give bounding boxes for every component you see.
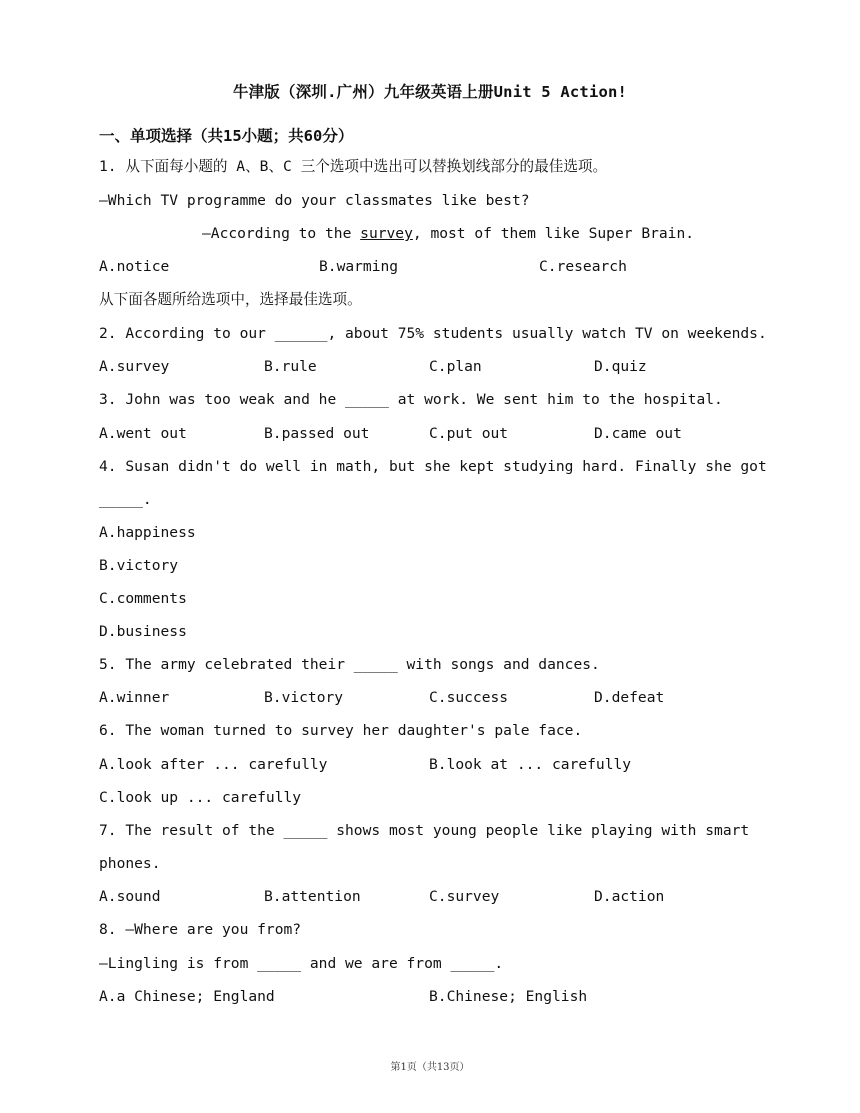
page-footer: 第1页（共13页） (390, 1062, 470, 1073)
q2-option-b: B.rule (264, 358, 317, 375)
q3-option-b: B.passed out (264, 425, 370, 442)
q7-option-b: B.attention (264, 888, 361, 905)
q2-option-a: A.survey (99, 358, 170, 375)
q4-option-d: D.business (99, 623, 187, 640)
q3-option-d: D.came out (594, 425, 682, 442)
q7-stem-line1: 7. The result of the _____ shows most young people like playing with smart (99, 822, 750, 839)
q8-option-b: B.Chinese; English (429, 988, 588, 1005)
q7-option-a: A.sound (99, 888, 161, 905)
q2-stem: 2. According to our ______, about 75% students usually watch TV on weekends. (99, 325, 767, 342)
q2-option-c: C.plan (429, 358, 482, 375)
q8-line1: 8. —Where are you from? (99, 921, 302, 938)
q3-option-a: A.went out (99, 425, 187, 442)
q3-option-c: C.put out (429, 425, 509, 442)
q1-option-b: B.warming (319, 258, 399, 275)
q8-line2: —Lingling is from _____ and we are from _____. (99, 955, 504, 972)
page-title: 牛津版（深圳.广州）九年级英语上册Unit 5 Action! (232, 83, 628, 101)
instruction-2: 从下面各题所给选项中，选择最佳选项。 (99, 291, 362, 308)
q5-option-b: B.victory (264, 689, 344, 706)
q1-line2-post: , most of them like Super Brain. (412, 225, 695, 242)
q1-underlined-word: survey (360, 225, 413, 242)
q5-option-c: C.success (429, 689, 509, 706)
section-heading: 一、单项选择（共15小题；共60分） (99, 127, 354, 145)
q1-option-c: C.research (539, 258, 627, 275)
q7-option-c: C.survey (429, 888, 500, 905)
q6-option-a: A.look after ... carefully (99, 756, 328, 773)
q6-option-c: C.look up ... carefully (99, 789, 302, 806)
q7-stem-line2: phones. (99, 855, 161, 872)
q4-stem-line1: 4. Susan didn't do well in math, but she kept studying hard. Finally she got (99, 458, 767, 475)
q4-stem-line2: _____. (99, 491, 152, 508)
q5-stem: 5. The army celebrated their _____ with songs and dances. (99, 656, 600, 673)
q6-stem: 6. The woman turned to survey her daughter's pale face. (99, 722, 583, 739)
q7-option-d: D.action (594, 888, 665, 905)
q1-option-a: A.notice (99, 258, 170, 275)
q1-line2 (202, 224, 694, 244)
q6-option-b: B.look at ... carefully (429, 756, 632, 773)
q4-option-b: B.victory (99, 557, 179, 574)
q3-stem: 3. John was too weak and he _____ at work. We sent him to the hospital. (99, 391, 723, 408)
q1-line2-pre: —According to the (202, 225, 361, 242)
q4-option-c: C.comments (99, 590, 187, 607)
q2-option-d: D.quiz (594, 358, 647, 375)
q4-option-a: A.happiness (99, 524, 196, 541)
q1-instruction: 1. 从下面每小题的 A、B、C 三个选项中选出可以替换划线部分的最佳选项。 (99, 158, 608, 175)
q5-option-a: A.winner (99, 689, 170, 706)
q1-line1: —Which TV programme do your classmates like best? (99, 192, 530, 209)
q5-option-d: D.defeat (594, 689, 665, 706)
q8-option-a: A.a Chinese; England (99, 988, 275, 1005)
